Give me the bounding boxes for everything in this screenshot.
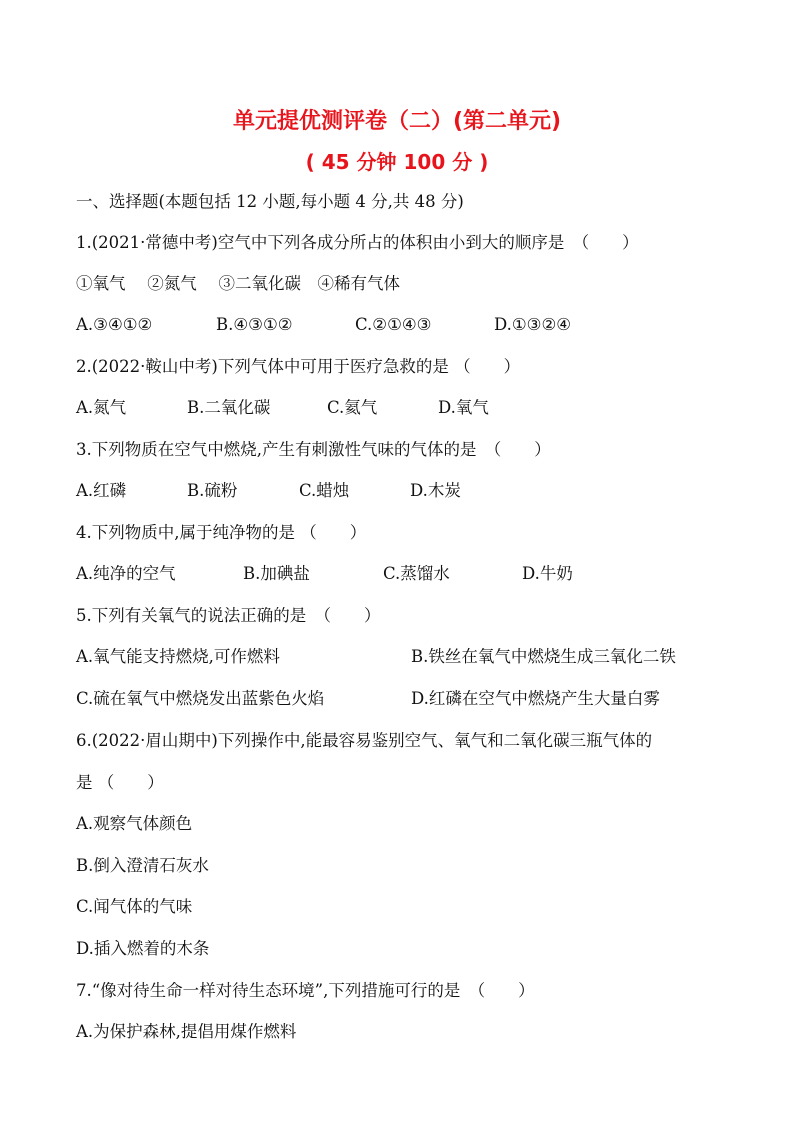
question-4-option-d: D.牛奶: [522, 564, 573, 583]
question-3-option-c: C.蜡烛: [299, 481, 350, 500]
section-heading: 一、选择题(本题包括 12 小题,每小题 4 分,共 48 分): [76, 192, 464, 211]
question-6-stem: 6.(2022·眉山期中)下列操作中,能最容易鉴别空气、氧气和二氧化碳三瓶气体的: [76, 731, 653, 750]
question-7-option-a: A.为保护森林,提倡用煤作燃料: [76, 1022, 297, 1041]
question-6-option-a: A.观察气体颜色: [76, 814, 193, 833]
question-1-option-b: B.④③①②: [216, 315, 293, 334]
page-subtitle: ( 45 分钟 100 分 ): [305, 150, 489, 174]
question-3-stem: 3.下列物质在空气中燃烧,产生有刺激性气味的气体的是 （ ）: [76, 440, 551, 459]
question-1-option-c: C.②①④③: [355, 315, 432, 334]
question-6-stem-continued: 是 （ ）: [76, 773, 164, 792]
question-6-option-d: D.插入燃着的木条: [76, 939, 210, 958]
question-1-option-d: D.①③②④: [494, 315, 572, 334]
question-4-option-a: A.纯净的空气: [76, 564, 176, 583]
question-5-option-c: C.硫在氧气中燃烧发出蓝紫色火焰: [76, 689, 325, 708]
question-2-option-b: B.二氧化碳: [187, 398, 271, 417]
question-5-stem: 5.下列有关氧气的说法正确的是 （ ）: [76, 606, 381, 625]
question-4-stem: 4.下列物质中,属于纯净物的是 （ ）: [76, 523, 367, 542]
question-5-option-a: A.氧气能支持燃烧,可作燃料: [76, 647, 280, 666]
question-2-option-c: C.氦气: [327, 398, 378, 417]
question-3-option-a: A.红磷: [76, 481, 127, 500]
question-2-stem: 2.(2022·鞍山中考)下列气体中可用于医疗急救的是 （ ）: [76, 357, 521, 376]
question-3-option-b: B.硫粉: [187, 481, 238, 500]
question-5-option-b: B.铁丝在氧气中燃烧生成三氧化二铁: [411, 647, 676, 666]
question-2-option-a: A.氮气: [76, 398, 127, 417]
question-1-option-a: A.③④①②: [76, 315, 153, 334]
question-2-option-d: D.氧气: [438, 398, 489, 417]
question-1-items: ①氧气 ②氮气 ③二氧化碳 ④稀有气体: [76, 274, 400, 293]
question-1-stem: 1.(2021·常德中考)空气中下列各成分所占的体积由小到大的顺序是 （ ）: [76, 233, 639, 252]
question-6-option-b: B.倒入澄清石灰水: [76, 856, 209, 875]
question-4-option-c: C.蒸馏水: [383, 564, 450, 583]
question-3-option-d: D.木炭: [410, 481, 461, 500]
question-6-option-c: C.闻气体的气味: [76, 897, 193, 916]
question-5-option-d: D.红磷在空气中燃烧产生大量白雾: [411, 689, 660, 708]
page-title: 单元提优测评卷（二）(第二单元): [232, 109, 562, 134]
question-4-option-b: B.加碘盐: [243, 564, 310, 583]
question-7-stem: 7.“像对待生命一样对待生态环境”,下列措施可行的是 （ ）: [76, 981, 535, 1000]
